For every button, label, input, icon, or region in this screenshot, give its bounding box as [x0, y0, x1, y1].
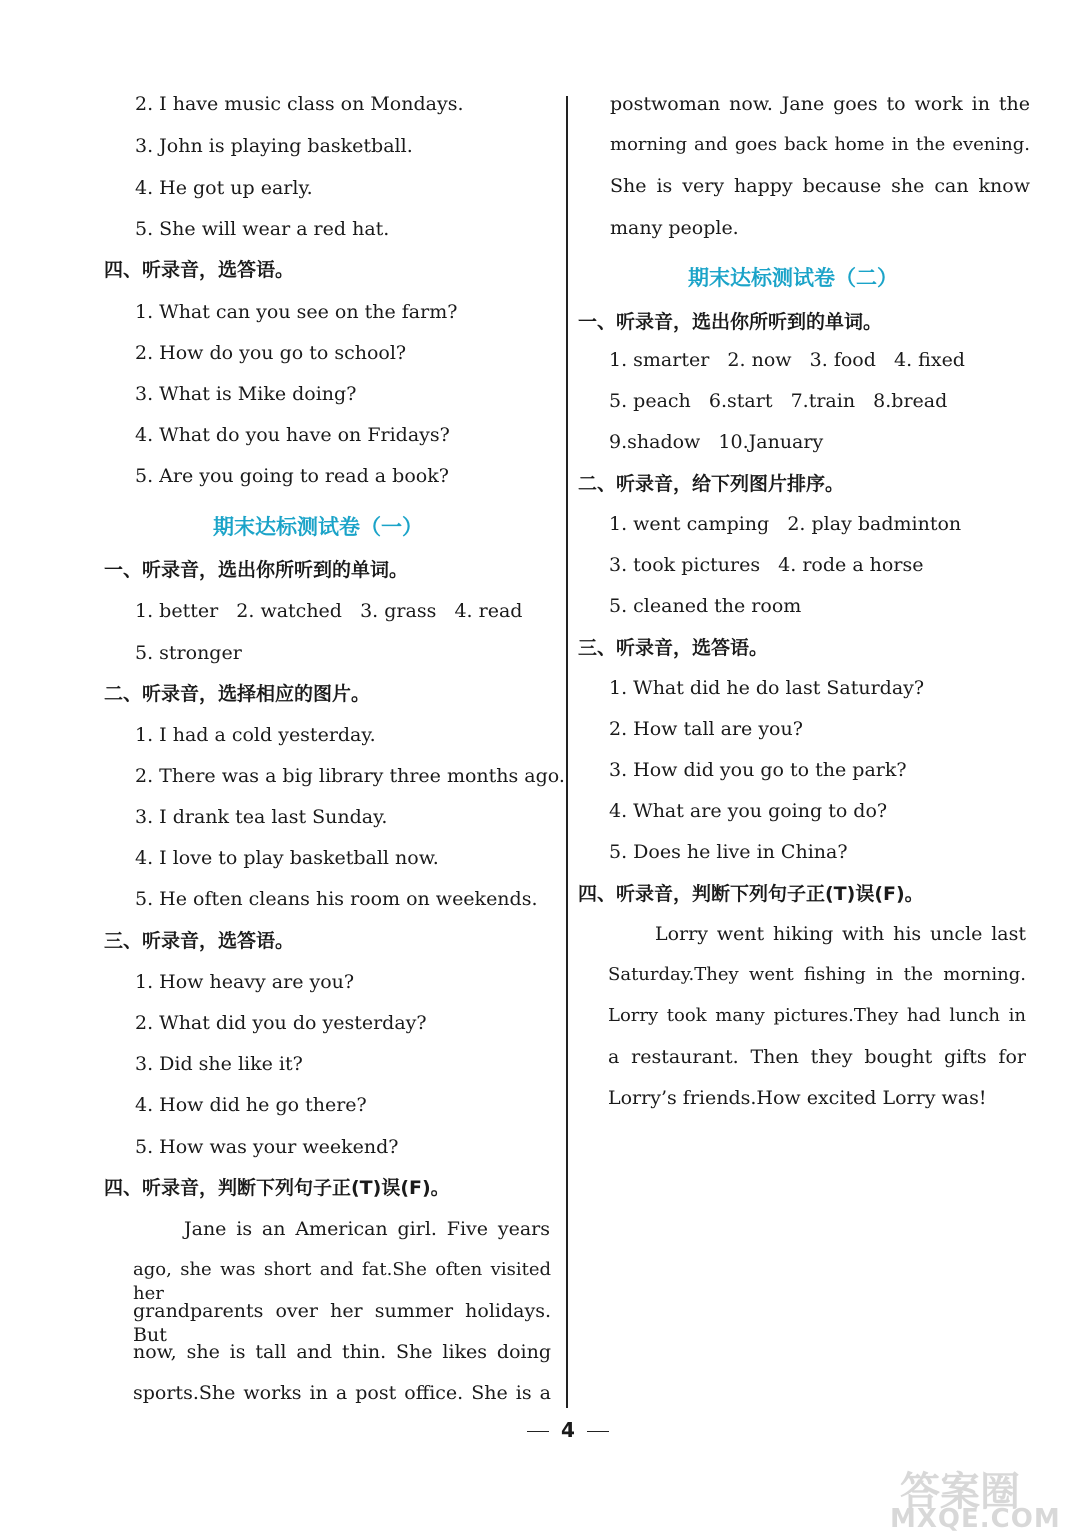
left-item: 5. How was your weekend? [135, 1136, 399, 1158]
passage-line: ago, she was short and fat.She often visited her [133, 1259, 551, 1304]
passage-line: sports.She works in a post office. She is a [133, 1382, 551, 1404]
watermark-url: MXQE.COM [890, 1504, 1061, 1534]
passage-line: a restaurant. Then they bought gifts for [608, 1046, 1026, 1068]
page-number [508, 1418, 628, 1442]
word-list: 9.shadow 10.January [609, 431, 824, 453]
test-title-1: 期末达标测试卷（一） [213, 515, 423, 539]
passage-line: Lorry went hiking with his uncle last [655, 923, 1026, 945]
column-divider [566, 96, 568, 1408]
dash-right [587, 1431, 609, 1433]
section-heading: 四、听录音，判断下列句子正(T)误(F)。 [578, 883, 924, 905]
watermark-logo [880, 1440, 1070, 1536]
passage-line: postwoman now. Jane goes to work in the [610, 93, 1030, 115]
left-item: 3. John is playing basketball. [135, 135, 413, 157]
passage-line: many people. [610, 217, 739, 239]
left-item: 4. How did he go there? [135, 1094, 367, 1116]
left-item: 2. What did you do yesterday? [135, 1012, 427, 1034]
left-item: 5. Are you going to read a book? [135, 465, 449, 487]
left-item: 3. Did she like it? [135, 1053, 303, 1075]
section-heading: 三、听录音，选答语。 [104, 930, 295, 952]
dash-left [527, 1431, 549, 1433]
left-item: 5. He often cleans his room on weekends. [135, 888, 538, 910]
right-item: 3. took pictures 4. rode a horse [609, 554, 924, 576]
page-number-text: 4 [561, 1418, 575, 1442]
passage-line: Lorry took many pictures.They had lunch in [608, 1005, 1026, 1026]
left-item: 5. She will wear a red hat. [135, 218, 390, 240]
left-item: 2. There was a big library three months ago. [135, 765, 565, 787]
right-item: 1. went camping 2. play badminton [609, 513, 962, 535]
left-item: 2. How do you go to school? [135, 342, 407, 364]
passage-line: grandparents over her summer holidays. But [133, 1300, 551, 1346]
passage-line: Saturday.They went fishing in the morning. [608, 964, 1026, 985]
right-item: 4. What are you going to do? [609, 800, 888, 822]
left-item: 3. I drank tea last Sunday. [135, 806, 388, 828]
right-item: 5. Does he live in China? [609, 841, 848, 863]
passage-line: She is very happy because she can know [610, 175, 1030, 197]
word-list: 5. stronger [135, 642, 242, 664]
passage-line: Lorry’s friends.How excited Lorry was! [608, 1087, 987, 1109]
section-heading: 二、听录音，选择相应的图片。 [104, 683, 371, 705]
watermark-text: 答案圈 [900, 1469, 1020, 1515]
section-heading: 四、听录音，选答语。 [104, 259, 295, 281]
passage-line: now, she is tall and thin. She likes doing [133, 1341, 551, 1363]
right-item: 3. How did you go to the park? [609, 759, 907, 781]
section-heading: 一、听录音，选出你所听到的单词。 [104, 559, 409, 581]
left-item: 4. He got up early. [135, 177, 313, 199]
right-item: 2. How tall are you? [609, 718, 803, 740]
passage-line: morning and goes back home in the evening. [610, 134, 1030, 155]
section-heading: 二、听录音，给下列图片排序。 [578, 473, 845, 495]
right-item: 1. What did he do last Saturday? [609, 677, 925, 699]
left-item: 2. I have music class on Mondays. [135, 93, 464, 115]
section-heading: 四、听录音，判断下列句子正(T)误(F)。 [104, 1177, 450, 1199]
left-item: 4. I love to play basketball now. [135, 847, 439, 869]
left-item: 1. How heavy are you? [135, 971, 355, 993]
word-list: 5. peach 6.start 7.train 8.bread [609, 390, 948, 412]
section-heading: 一、听录音，选出你所听到的单词。 [578, 311, 883, 333]
left-item: 1. I had a cold yesterday. [135, 724, 376, 746]
left-item: 4. What do you have on Fridays? [135, 424, 450, 446]
word-list: 1. smarter 2. now 3. food 4. fixed [609, 349, 965, 371]
word-list: 1. better 2. watched 3. grass 4. read [135, 600, 523, 622]
section-heading: 三、听录音，选答语。 [578, 637, 769, 659]
right-item: 5. cleaned the room [609, 595, 802, 617]
test-title-2: 期末达标测试卷（二） [688, 266, 898, 290]
left-item: 1. What can you see on the farm? [135, 301, 458, 323]
left-item: 3. What is Mike doing? [135, 383, 357, 405]
passage-line: Jane is an American girl. Five years [184, 1218, 550, 1240]
